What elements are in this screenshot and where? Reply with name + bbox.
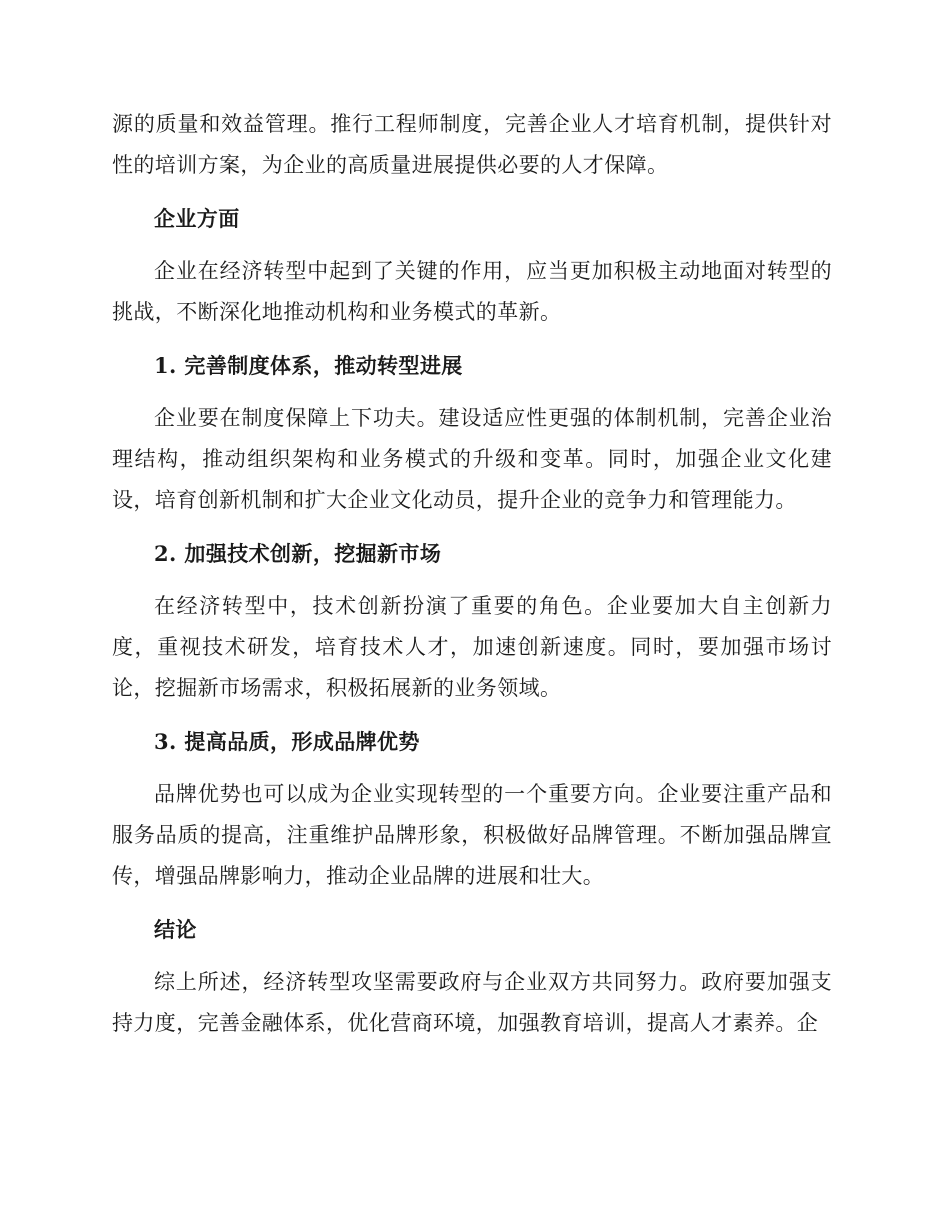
heading-conclusion: 结论 [154,917,197,942]
paragraph-enterprise-role: 企业在经济转型中起到了关键的作用，应当更加积极主动地面对转型的挑战，不断深化地推动机构和业务模式的革新。 [112,259,832,324]
paragraph-tech-innovation: 在经济转型中，技术创新扮演了重要的角色。企业要加大自主创新力度，重视技术研发，培育技术人才，加速创新速度。同时，要加强市场讨论，挖掘新市场需求，积极拓展新的业务领域。 [112,594,832,700]
paragraph-system-improvement: 企业要在制度保障上下功夫。建设适应性更强的体制机制，完善企业治理结构，推动组织架构和业务模式的升级和变革。同时，加强企业文化建设，培育创新机制和扩大企业文化动员，提升企业的竞争力和管理能力。 [112,406,832,512]
heading-tech-innovation: 2. 加强技术创新，挖掘新市场 [154,541,442,566]
paragraph-talent-mechanism: 源的质量和效益管理。推行工程师制度，完善企业人才培育机制，提供针对性的培训方案，为企业的高质量进展提供必要的人才保障。 [112,112,832,177]
paragraph-conclusion: 综上所述，经济转型攻坚需要政府与企业双方共同努力。政府要加强支持力度，完善金融体系，优化营商环境，加强教育培训，提高人才素养。企 [112,970,832,1035]
heading-enterprise-aspect: 企业方面 [154,206,240,231]
document-page [112,104,832,1056]
heading-brand-quality: 3. 提高品质，形成品牌优势 [154,729,420,754]
paragraph-brand-quality: 品牌优势也可以成为企业实现转型的一个重要方向。企业要注重产品和服务品质的提高，注重维护品牌形象，积极做好品牌管理。不断加强品牌宣传，增强品牌影响力，推动企业品牌的进展和壮大。 [112,782,832,888]
heading-system-improvement: 1. 完善制度体系，推动转型进展 [154,353,463,378]
